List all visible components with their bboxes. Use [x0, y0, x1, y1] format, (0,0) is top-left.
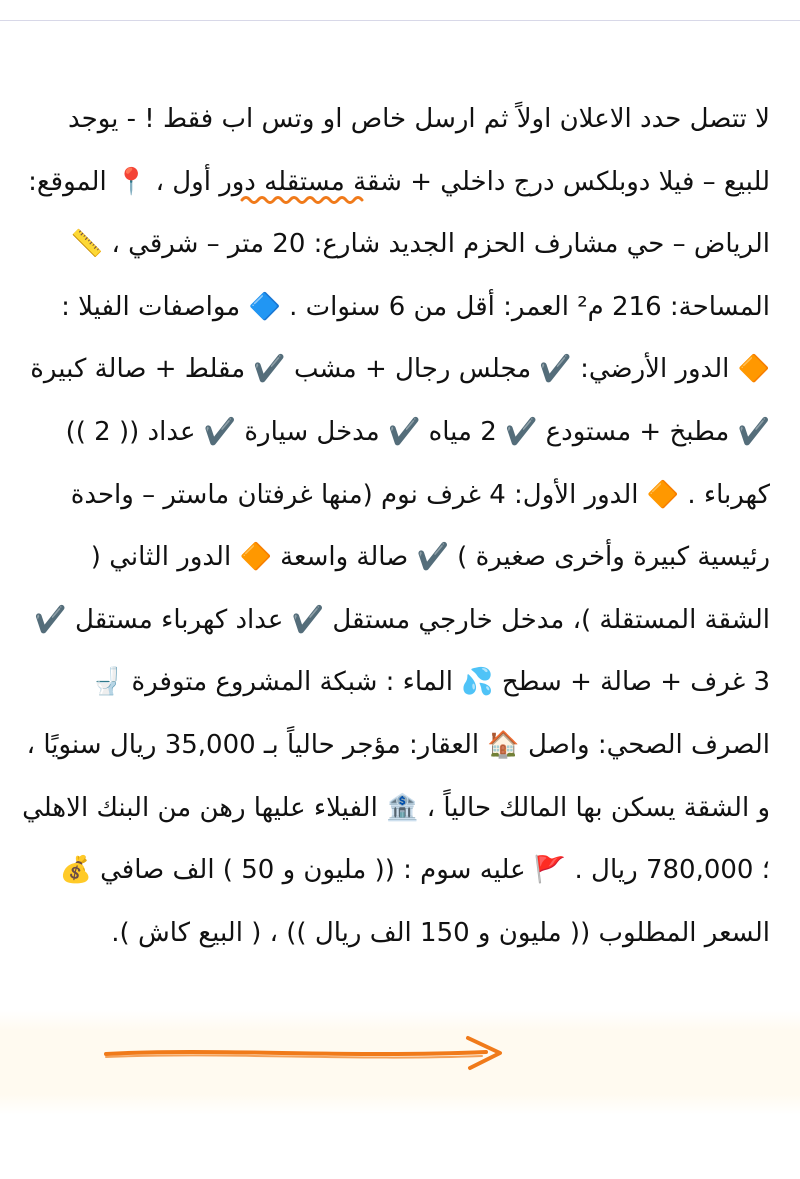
listing-text: لا تتصل حدد الاعلان اولاً ثم ارسل خاص او وتس اب فقط ! - يوجد للبيع – فيلا دوبلكس درج داخلي + شقة مستقله دور أول ، 📍 الموقع: الرياض – حي مشارف الحزم الجديد شارع: 20 متر – شرقي ، 📏 المساحة: 216 م² العمر: أقل من 6 سنوات . 🔷 مواصفات الفيلا : 🔶 الدور الأرضي: ✔️ مجلس رجال + مشب ✔️ مقلط + صالة كبيرة ✔️ مطبخ + مستودع ✔️ 2 مياه ✔️ مدخل سيارة ✔️ عداد (( 2 )) كهرباء . 🔶 الدور الأول: 4 غرف نوم (منها غرفتان ماستر – واحدة رئيسية كبيرة وأخرى صغيرة ) ✔️ صالة واسعة 🔶 الدور الثاني ( الشقة المستقلة )، مدخل خارجي مستقل ✔️ عداد كهرباء مستقل ✔️ 3 غرف + صالة + سطح 💦 الماء : شبكة المشروع متوفرة 🚽 الصرف الصحي: واصل 🏠 العقار: مؤجر حالياً بـ 35,000 ريال سنويًا ، و الشقة يسكن بها المالك حالياً ، 🏦 الفيلاء عليها رهن من البنك الاهلي ؛ 780,000 ريال . 🚩 عليه سوم : (( مليون و 50 ) الف صافي 💰 السعر المطلوب (( مليون و 150 الف ريال )) ، ( البيع كاش ). — [22, 104, 770, 948]
top-bar — [0, 0, 800, 21]
squiggle-underline-annotation — [240, 193, 368, 207]
arrow-annotation — [96, 1032, 516, 1072]
